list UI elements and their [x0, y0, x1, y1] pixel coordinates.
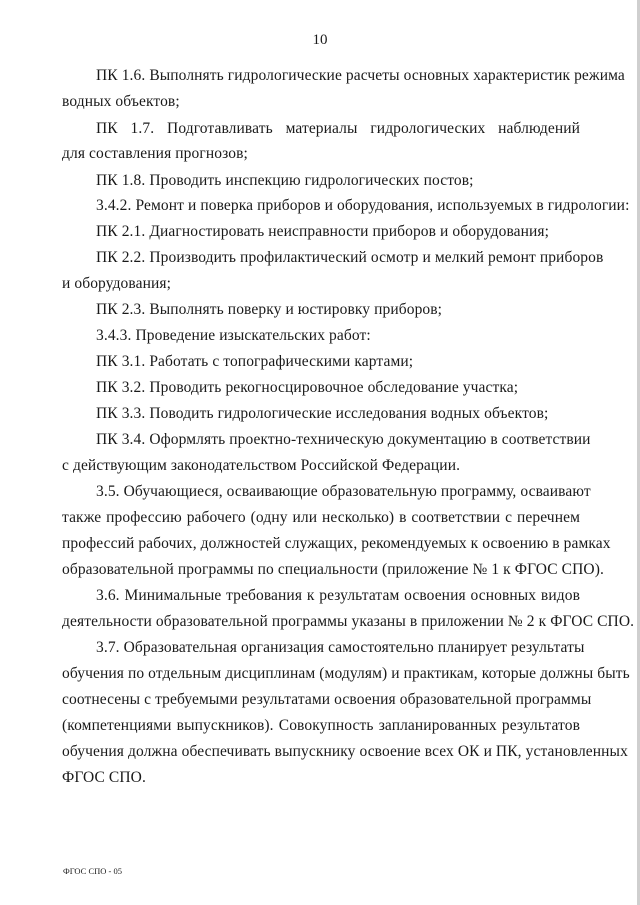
text-line: образовательной программы по специальности (приложение № 1 к ФГОС СПО). — [62, 561, 604, 578]
text-line: ПК 1.7. Подготавливать материалы гидрологических наблюдений — [96, 120, 580, 137]
text-line: обучения должна обеспечивать выпускнику освоение всех ОК и ПК, установленных — [62, 743, 628, 760]
text-line: соотнесены с требуемыми результатами освоения образовательной программы — [62, 691, 592, 708]
text-line: 3.4.2. Ремонт и поверка приборов и оборудования, используемых в гидрологии: — [96, 197, 630, 214]
text-line: деятельности образовательной программы указаны в приложении № 2 к ФГОС СПО. — [62, 613, 635, 630]
text-line: и оборудования; — [62, 275, 172, 292]
text-line: ПК 3.4. Оформлять проектно-техническую документацию в соответствии — [96, 431, 591, 448]
text-line: ПК 3.1. Работать с топографическими картами; — [96, 353, 414, 370]
text-line: ПК 2.1. Диагностировать неисправности приборов и оборудования; — [96, 223, 550, 240]
text-line: также профессию рабочего (одну или несколько) в соответствии с перечнем — [62, 509, 580, 526]
text-line: ПК 3.2. Проводить рекогносцировочное обследование участка; — [96, 379, 519, 396]
text-line: с действующим законодательством Российской Федерации. — [62, 457, 461, 474]
text-line: для составления прогнозов; — [62, 145, 248, 162]
text-line: (компетенциями выпускников). Совокупность запланированных результатов — [62, 717, 580, 734]
text-line: ПК 2.3. Выполнять поверку и юстировку приборов; — [96, 301, 443, 318]
text-line: ПК 3.3. Поводить гидрологические исследования водных объектов; — [96, 405, 549, 422]
footer-code: ФГОС СПО - 05 — [63, 866, 122, 876]
text-line: 3.5. Обучающиеся, осваивающие образовательную программу, осваивают — [96, 483, 591, 500]
text-line: 3.6. Минимальные требования к результатам освоения основных видов — [96, 587, 580, 604]
page-number: 10 — [312, 32, 328, 48]
text-line: 3.7. Образовательная организация самостоятельно планирует результаты — [96, 639, 585, 656]
text-line: ПК 1.8. Проводить инспекцию гидрологических постов; — [96, 172, 474, 189]
text-line: ПК 2.2. Производить профилактический осмотр и мелкий ремонт приборов — [96, 249, 604, 266]
text-line: ПК 1.6. Выполнять гидрологические расчеты основных характеристик режима — [96, 67, 625, 84]
text-line: ФГОС СПО. — [62, 769, 146, 786]
text-line: профессий рабочих, должностей служащих, рекомендуемых к освоению в рамках — [62, 535, 611, 552]
text-line: 3.4.3. Проведение изыскательских работ: — [96, 327, 371, 344]
text-line: водных объектов; — [62, 93, 180, 110]
text-line: обучения по отдельным дисциплинам (модулям) и практикам, которые должны быть — [62, 665, 630, 682]
